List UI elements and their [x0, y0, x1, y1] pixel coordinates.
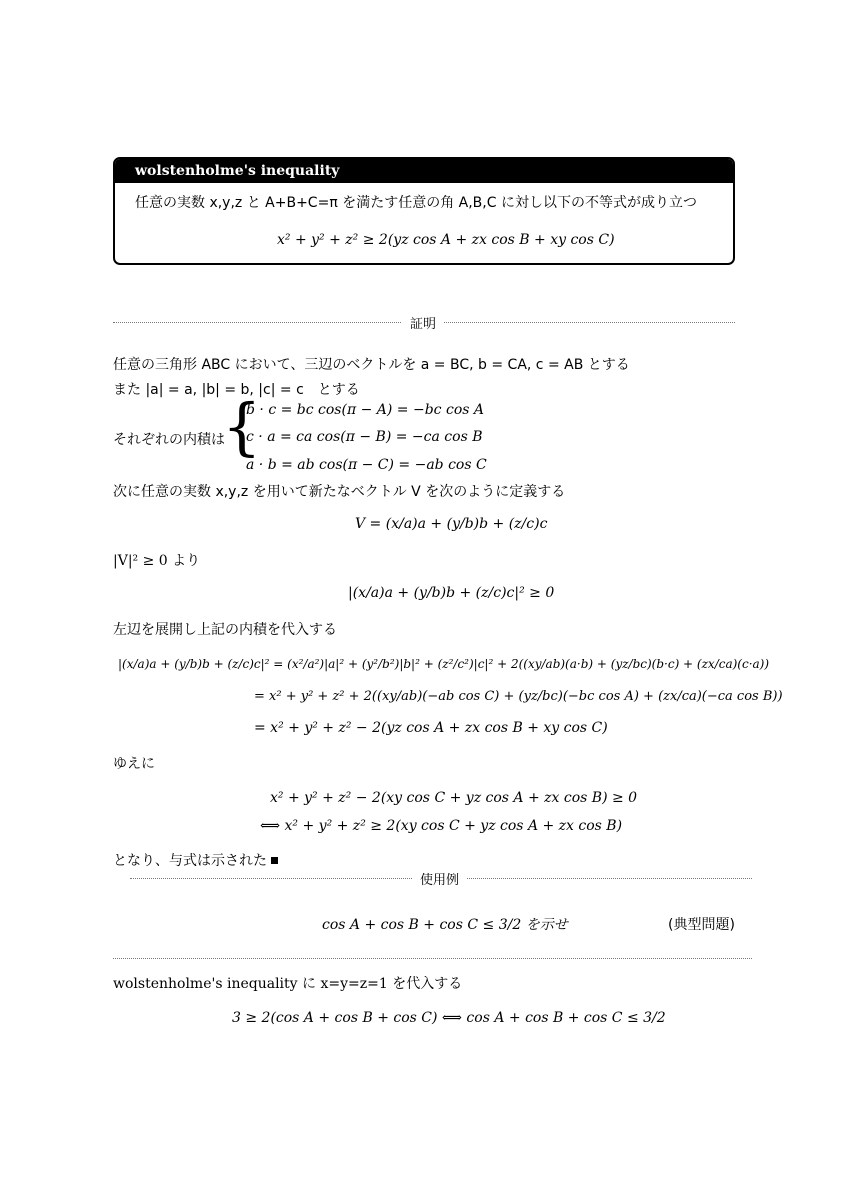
v-definition: V = (x/a)a + (y/b)b + (z/c)c [355, 516, 548, 532]
theorem-formula: x² + y² + z² ≥ 2(yz cos A + zx cos B + xy cos C) [277, 232, 615, 248]
norm-inequality: |(x/a)a + (y/b)b + (z/c)c|² ≥ 0 [348, 585, 555, 601]
inner-products-label: それぞれの内積は [113, 432, 225, 448]
expand-line: 左辺を展開し上記の内積を代入する [113, 622, 337, 638]
norm-line: |V|² ≥ 0 より [113, 553, 201, 569]
qed-square-icon [271, 857, 278, 864]
proof-separator-label: 証明 [402, 313, 444, 332]
conclusion-line-1: x² + y² + z² − 2(xy cos C + yz cos A + zx cos B) ≥ 0 [270, 790, 638, 806]
define-line: 次に任意の実数 x,y,z を用いて新たなベクトル V を次のように定義する [113, 484, 566, 500]
proof-line-2: また |a| = a, |b| = b, |c| = c とする [113, 382, 360, 398]
solution-line: wolstenholme's inequality に x=y=z=1 を代入する [113, 976, 463, 992]
inner-product-ca: c · a = ca cos(π − B) = −ca cos B [246, 429, 483, 445]
example-bottom-separator [113, 958, 752, 959]
proof-line-1: 任意の三角形 ABC において、三辺のベクトルを a = BC, b = CA, c = AB とする [113, 357, 630, 373]
qed-line [113, 850, 278, 870]
theorem-statement: 任意の実数 x,y,z と A+B+C=π を満たす任意の角 A,B,C に対し以下の不等式が成り立つ [135, 195, 697, 211]
expansion-line-2: = x² + y² + z² + 2((xy/ab)(−ab cos C) + (yz/bc)(−bc cos A) + (zx/ca)(−ca cos B)) [254, 689, 783, 704]
conclusion-line-2: ⟺ x² + y² + z² ≥ 2(xy cos C + yz cos A + zx cos B) [260, 818, 623, 834]
therefore-label: ゆえに [113, 756, 155, 772]
expansion-line-3: = x² + y² + z² − 2(yz cos A + zx cos B + xy cos C) [254, 720, 608, 736]
solution-formula: 3 ≥ 2(cos A + cos B + cos C) ⟺ cos A + cos B + cos C ≤ 3/2 [232, 1010, 666, 1026]
qed-text: となり、与式は示された [113, 853, 267, 869]
theorem-title: wolstenholme's inequality [115, 159, 733, 183]
example-tag: (典型問題) [668, 917, 735, 933]
expansion-line-1: |(x/a)a + (y/b)b + (z/c)c|² = (x²/a²)|a|² + (y²/b²)|b|² + (z²/c²)|c|² + 2((xy/ab)(a·b) + (yz/bc)(b·c) + (zx/ca)(c·a)) [118, 657, 770, 671]
left-brace: { [222, 390, 262, 463]
example-problem: cos A + cos B + cos C ≤ 3/2 を示せ [322, 917, 568, 933]
inner-product-ab: a · b = ab cos(π − C) = −ab cos C [246, 457, 487, 473]
example-separator-label: 使用例 [412, 869, 467, 888]
inner-product-bc: b · c = bc cos(π − A) = −bc cos A [246, 402, 484, 418]
